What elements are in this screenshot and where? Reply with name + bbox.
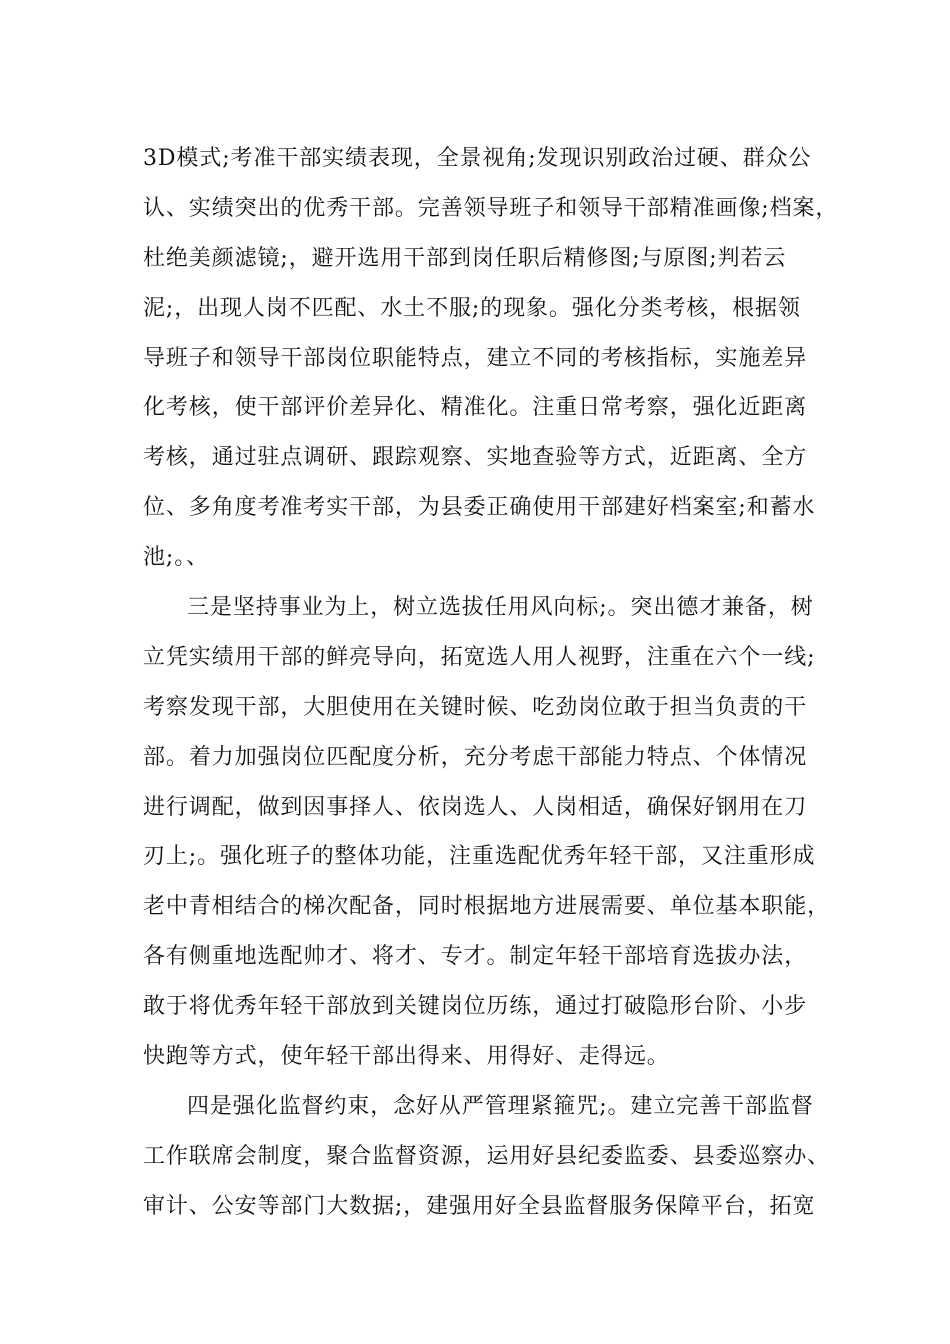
text-line: 杜绝美颜滤镜;，避开选用干部到岗任职后精修图;与原图;判若云 — [143, 245, 787, 271]
text-line: 刃上;。强化班子的整体功能，注重选配优秀年轻干部，又注重形成 — [143, 844, 816, 870]
text-line: 立凭实绩用干部的鲜亮导向，拓宽选人用人视野，注重在六个一线; — [143, 644, 816, 670]
text-line: 认、实绩突出的优秀干部。完善领导班子和领导干部精准画像;档案， — [143, 195, 839, 221]
text-line: 工作联席会制度，聚合监督资源，运用好县纪委监委、县委巡察办、 — [143, 1143, 831, 1169]
paragraph-start-line: 三是坚持事业为上，树立选拔任用风向标;。突出德才兼备，树 — [187, 595, 814, 621]
text-line: 快跑等方式，使年轻干部出得来、用得好、走得远。 — [143, 1044, 670, 1070]
text-line: 老中青相结合的梯次配备，同时根据地方进展需要、单位基本职能， — [143, 894, 831, 920]
paragraph-start-line: 四是强化监督约束，念好从严管理紧箍咒;。建立完善干部监督 — [187, 1093, 814, 1119]
text-line: 审计、公安等部门大数据;，建强用好全县监督服务保障平台，拓宽 — [143, 1193, 816, 1219]
text-line: 3D模式;考准干部实绩表现，全景视角;发现识别政治过硬、群众公 — [143, 146, 812, 171]
text-line: 进行调配，做到因事择人、依岗选人、人岗相适，确保好钢用在刀 — [143, 794, 808, 820]
text-line: 导班子和领导干部岗位职能特点，建立不同的考核指标，实施差异 — [143, 345, 808, 371]
text-line: 考察发现干部，大胆使用在关键时候、吃劲岗位敢于担当负责的干 — [143, 694, 808, 720]
body-text — [143, 134, 839, 1232]
text-line: 泥;，出现人岗不匹配、水土不服;的现象。强化分类考核，根据领 — [143, 295, 801, 321]
text-line: 部。着力加强岗位匹配度分析，充分考虑干部能力特点、个体情况 — [143, 744, 808, 770]
text-line: 各有侧重地选配帅才、将才、专才。制定年轻干部培育选拔办法， — [143, 944, 808, 970]
text-line: 池;。、 — [143, 545, 210, 571]
text-line: 敢于将优秀年轻干部放到关键岗位历练，通过打破隐形台阶、小步 — [143, 994, 808, 1020]
text-line: 位、多角度考准考实干部，为县委正确使用干部建好档案室;和蓄水 — [143, 495, 816, 521]
text-line: 考核，通过驻点调研、跟踪观察、实地查验等方式，近距离、全方 — [143, 445, 808, 471]
text-line: 化考核，使干部评价差异化、精准化。注重日常考察，强化近距离 — [143, 395, 808, 421]
